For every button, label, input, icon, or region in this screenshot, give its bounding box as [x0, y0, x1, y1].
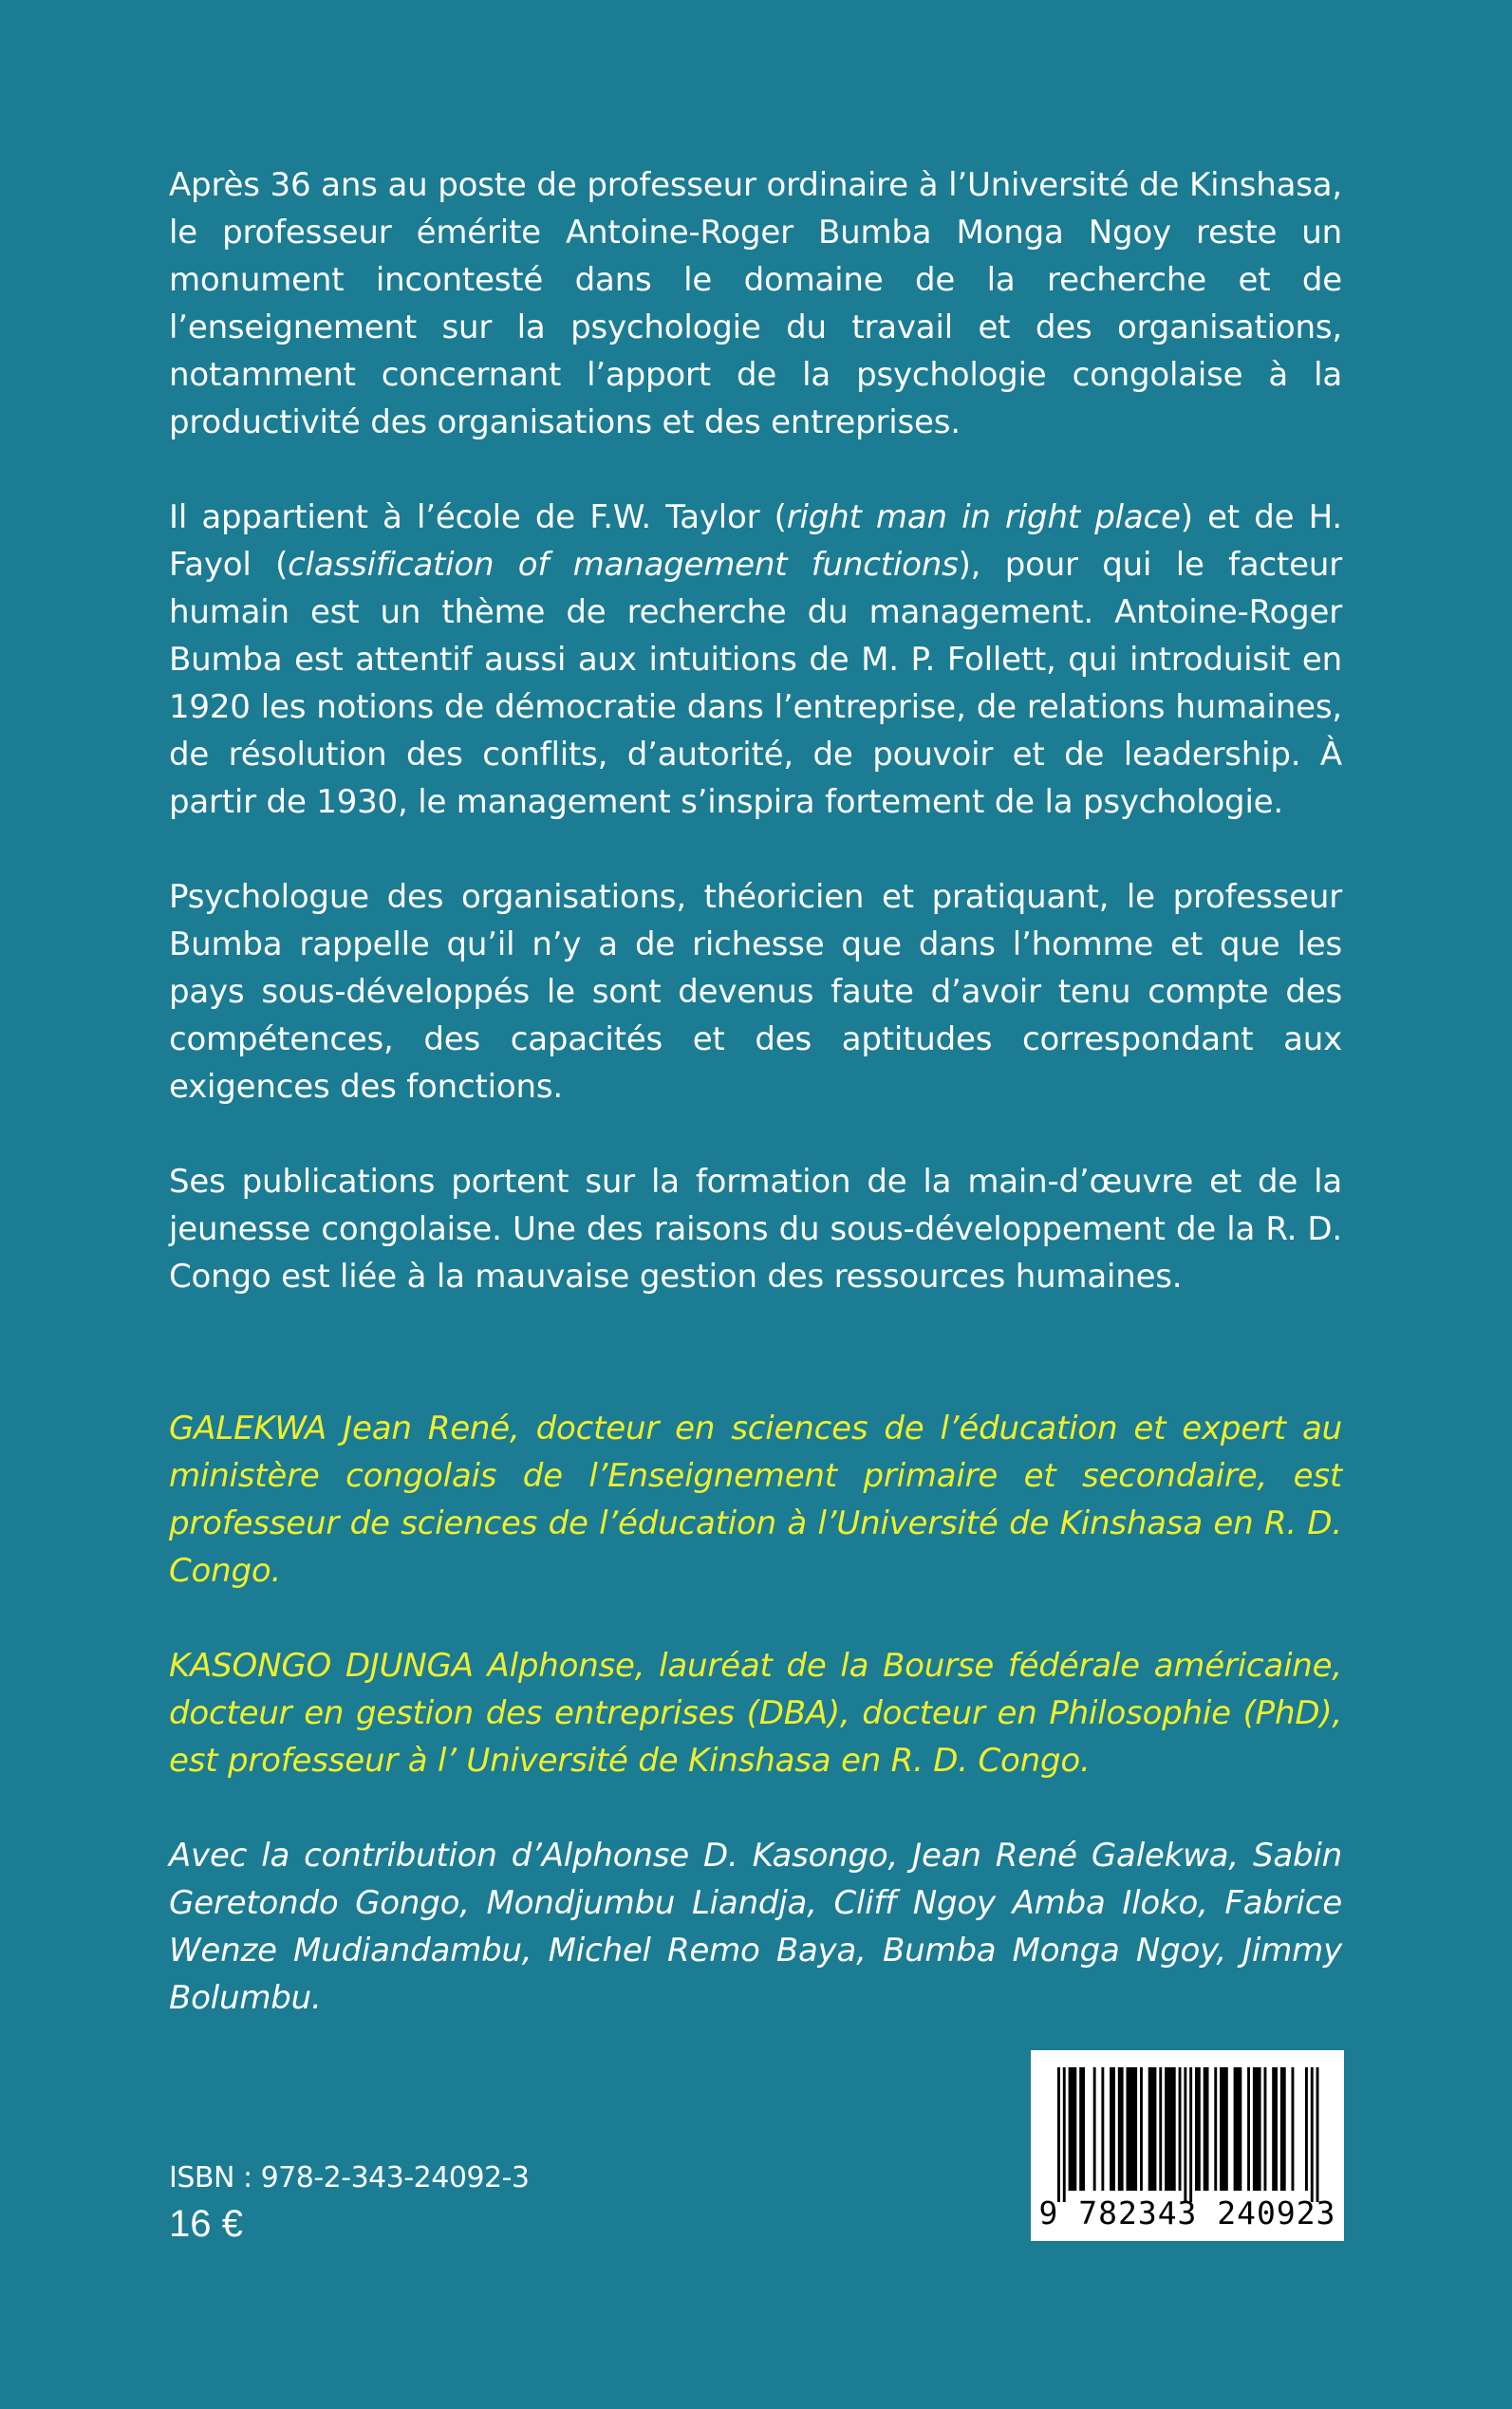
barcode-bar [1247, 2067, 1250, 2191]
barcode-bar [1140, 2067, 1143, 2191]
summary-paragraph-1: Après 36 ans au poste de professeur ordinaire à l’Université de Kinshasa, le professeur émérite Antoine-Roger Bumba Monga Ngoy reste un monument incontesté dans le domaine de la recherche et de l’enseignement sur la psychologie du travail et des organisations, notamment concernant l’apport de la psychologie congolaise à la productivité des organisations et des entreprises. [169, 166, 1342, 441]
fayol-principle: classification of management functions [288, 546, 959, 584]
barcode-digits: 9 782343 240923 [1038, 2194, 1336, 2232]
barcode-bar [1159, 2067, 1162, 2191]
summary-paragraph-2-part-e: ), pour qui le facteur humain est un thème de recherche du management. Antoine-Roger Bumba est attentif aussi aux intuitions de M. P. Follett, qui introduisit en 1920 les notions de démocratie dans l’entreprise, de relations humaines, de résolution des conflits, d’autorité, de pouvoir et de leadership. À partir de 1930, le management s’inspira fortement de la psychologie. [169, 546, 1343, 821]
barcode-bar [1189, 2067, 1192, 2202]
barcode-bar [1057, 2067, 1060, 2202]
barcode-bar [1184, 2067, 1186, 2202]
taylor-principle: right man in right place [786, 498, 1181, 536]
barcode-bar [1127, 2067, 1138, 2191]
barcode-bar [1292, 2067, 1295, 2191]
barcode-bar [1214, 2067, 1217, 2191]
barcode-bar [1204, 2067, 1209, 2191]
barcode-bar [1305, 2067, 1308, 2191]
author-bio-kasongo: KASONGO DJUNGA Alphonse, lauréat de la Bourse fédérale américaine, docteur en gestion des entreprises (DBA), docteur en Philosophie (PhD), est professeur à l’ Université de Kinshasa en R. D. Congo. [169, 1647, 1342, 1780]
barcode-bar [1316, 2067, 1319, 2202]
author-bio-galekwa: GALEKWA Jean René, docteur en sciences de l’éducation et expert au ministère congolais de l’Enseignement primaire et secondaire, est professeur de sciences de l’éducation à l’Université de Kinshasa en R. D. Congo. [169, 1410, 1342, 1590]
summary-paragraph-2-part-a: Il appartient à l’école de F.W. Taylor ( [169, 498, 787, 536]
isbn-label: ISBN : 978-2-343-24092-3 [169, 2161, 530, 2194]
barcode-bar [1110, 2067, 1115, 2191]
barcode-bar [1148, 2067, 1157, 2191]
barcode-bar [1220, 2067, 1228, 2191]
section-spacer [169, 1348, 1342, 1405]
barcode-bar [1101, 2067, 1104, 2191]
barcode-bar [1264, 2067, 1267, 2191]
summary-paragraph-2 [169, 494, 1342, 826]
barcode-bar [1272, 2067, 1278, 2191]
barcode-bar [1280, 2067, 1286, 2191]
price-label: 16 € [169, 2203, 243, 2245]
text-block [169, 161, 1342, 2022]
barcode-bar [1079, 2067, 1085, 2191]
barcode-bar [1234, 2067, 1242, 2191]
barcode-bar [1311, 2067, 1314, 2202]
barcode [1031, 2050, 1344, 2241]
barcode-bar [1063, 2067, 1066, 2202]
barcode-bar [1165, 2067, 1176, 2191]
summary-paragraph-2-part-c: ) et de H. Fayol ( [169, 498, 1342, 584]
barcode-bar [1195, 2067, 1201, 2191]
contributors-list: Avec la contribution d’Alphonse D. Kasongo, Jean René Galekwa, Sabin Geretondo Gongo, Mondjumbu Liandja, Cliff Ngoy Amba Iloko, Fabrice Wenze Mudiandambu, Michel Remo Baya, Bumba Monga Ngoy, Jimmy Bolumbu. [169, 1837, 1342, 2017]
summary-paragraph-4: Ses publications portent sur la formation de la main-d’œuvre et de la jeunesse congolaise. Une des raisons du sous-développement de la R. D. Congo est liée à la mauvaise gestion des ressources humaines. [169, 1163, 1342, 1296]
barcode-bar [1179, 2067, 1182, 2191]
summary-paragraph-3: Psychologue des organisations, théoricien et pratiquant, le professeur Bumba rappelle qu’il n’y a de richesse que dans l’homme et que les pays sous-développés le sont devenus faute d’avoir tenu compte des compétences, des capacités et des aptitudes correspondant aux exigences des fonctions. [169, 878, 1342, 1106]
barcode-bar [1069, 2067, 1077, 2191]
barcode-bar [1093, 2067, 1096, 2191]
barcode-bar [1118, 2067, 1124, 2191]
barcode-bar [1253, 2067, 1261, 2191]
